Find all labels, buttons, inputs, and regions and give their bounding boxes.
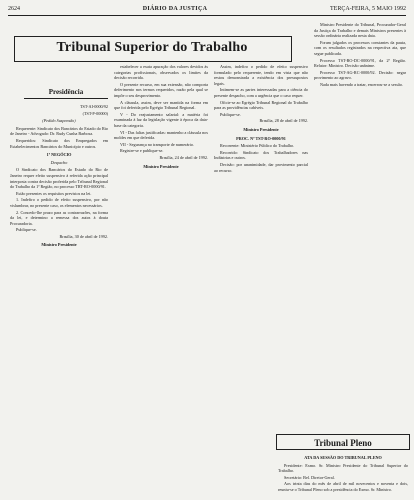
paragraph: Intimem-se as partes interessadas para a ciência do presente despacho, com a urgência que o caso requer. [214,87,308,98]
paragraph: Ministro Presidente do Tribunal, Procurador-Geral da Justiça do Trabalho e demais Ministros presentes à sessão ordinária realizada nesta data. [314,22,406,39]
paragraph: Presidente: Exmo. Sr. Ministro Presidente do Tribunal Superior do Trabalho. [278,462,408,474]
paragraph: Publique-se. [16,227,37,233]
journal-name: DIÁRIO DA JUSTIÇA [142,6,208,12]
presidencia-rule [24,98,108,99]
paragraph: Registre-se e publique-se. [120,148,164,154]
signature-name: Ministro Presidente [143,163,179,169]
column-4 [314,22,406,432]
subheading: Despacho [50,159,68,165]
paragraph: V - Do reajustamento salarial: a matéria foi examinada à luz da legislação vigente à época da data-base da categoria. [114,111,208,128]
page-header [8,4,406,14]
signature-date: Brasília, 28 de abril de 1992. [259,118,308,124]
case-ref: (TST-P-00000) [82,110,108,116]
paragraph: O presente recurso, em sua extensão, não comporta deferimento nos termos requeridos, razão pela qual se impõe o seu desprovimento. [114,81,208,98]
signature-date: Brasília, 24 de abril de 1992. [159,154,208,160]
paragraph: Estão presentes os requisitos previstos na lei. [16,190,92,196]
column-2 [114,64,208,494]
case-party: Requerente: Sindicato dos Bancários do Estado do Rio de Janeiro - Advogado: Dr. Rudy Cunha Barbosa. [10,125,108,137]
pleno-text [278,452,408,498]
signature-name: Ministro Presidente [243,126,279,132]
case-type: (Pedido Suspensão) [42,118,76,124]
case-number: TST-AI-0000/92 [80,104,108,109]
paragraph: Assim, indefiro o pedido de efeito suspensivo formulado pelo requerente, tendo em vista que não restou demonstrada a existência dos pressupostos legais. [214,64,308,86]
case-party: Recorrente: Ministério Público do Trabalho. [220,143,295,149]
paragraph: O Sindicato dos Bancários do Estado do Rio de Janeiro requer efeito suspensivo à referida ação principal interposta contra decisão proferida pelo Tribunal Regional do Trabalho da 1ª Região, no processo TRT-RO-0000/91. [10,167,108,190]
paragraph: VI - Das faltas justificadas: mantenho a cláusula nos moldes em que deferida. [114,129,208,141]
paragraph: Nada mais havendo a tratar, encerrou-se a sessão. [320,81,403,87]
paragraph: Decisão: por unanimidade, dar provimento parcial ao recurso. [214,161,308,173]
header-rule [8,15,406,16]
signature-date: Brasília, 30 de abril de 1992. [59,233,108,239]
subheading: 1º NEGÓCIO [46,152,72,158]
paragraph: Processo TST-AG-RC-0000/92. Decisão: negar provimento ao agravo. [314,69,406,81]
section-title: Tribunal Superior do Trabalho [56,40,248,55]
presidencia-heading: Presidência [48,88,84,96]
paragraph: VII - Segurança no transporte de numerário. [120,141,195,147]
issue-date: TERÇA-FEIRA, 5 MAIO 1992 [329,6,406,12]
paragraph: Secretário: Bel. Diretor-Geral. [284,474,335,480]
paragraph: 2. Concedo-lhe prazo para as contrarrazões, na forma da lei, e determino a remessa dos autos à douta Procuradoria. [10,209,108,226]
paragraph: 1. Indefiro o pedido de efeito suspensivo, por não vislumbrar, no presente caso, os elementos necessários. [10,197,108,208]
paragraph: Publique-se. [220,111,241,117]
column-1 [10,104,108,494]
paragraph: A cláusula, assim, deve ser mantida na forma em que foi deferida pelo Egrégio Tribunal Regional. [114,99,208,111]
case-number: PROC. Nº TST-RO-0000/91 [236,135,286,141]
paragraph: Oficie-se ao Egrégio Tribunal Regional do Trabalho para as providências cabíveis. [214,99,308,111]
case-party: Requeridos: Sindicato dos Empregados em Estabelecimentos Bancários do Município e outros. [10,137,108,149]
case-party: Recorrido: Sindicato dos Trabalhadores nas Indústrias e outros. [214,149,308,161]
pleno-subheading: ATA DA SESSÃO DO TRIBUNAL PLENO [304,455,382,460]
paragraph: estabelecer a exata apuração dos valores devidos às categorias profissionais, observados os limites da decisão recorrida. [114,64,208,81]
column-3 [214,64,308,494]
paragraph: Aos trinta dias do mês de abril de mil novecentos e noventa e dois, reuniu-se o Tribunal Pleno sob a presidência do Exmo. Sr. Ministro. [278,481,408,492]
signature-name: Ministro Presidente [41,242,77,248]
paragraph: Foram julgados os processos constantes da pauta, com os resultados registrados na respectiva ata, que segue publicada. [314,39,406,56]
paragraph: Processo TST-RO-DC-0000/91, da 2ª Região. Relator: Ministro. Decisão unânime. [314,57,406,69]
pleno-heading: Tribunal Pleno [314,438,372,448]
page-number: 2624 [8,6,20,12]
